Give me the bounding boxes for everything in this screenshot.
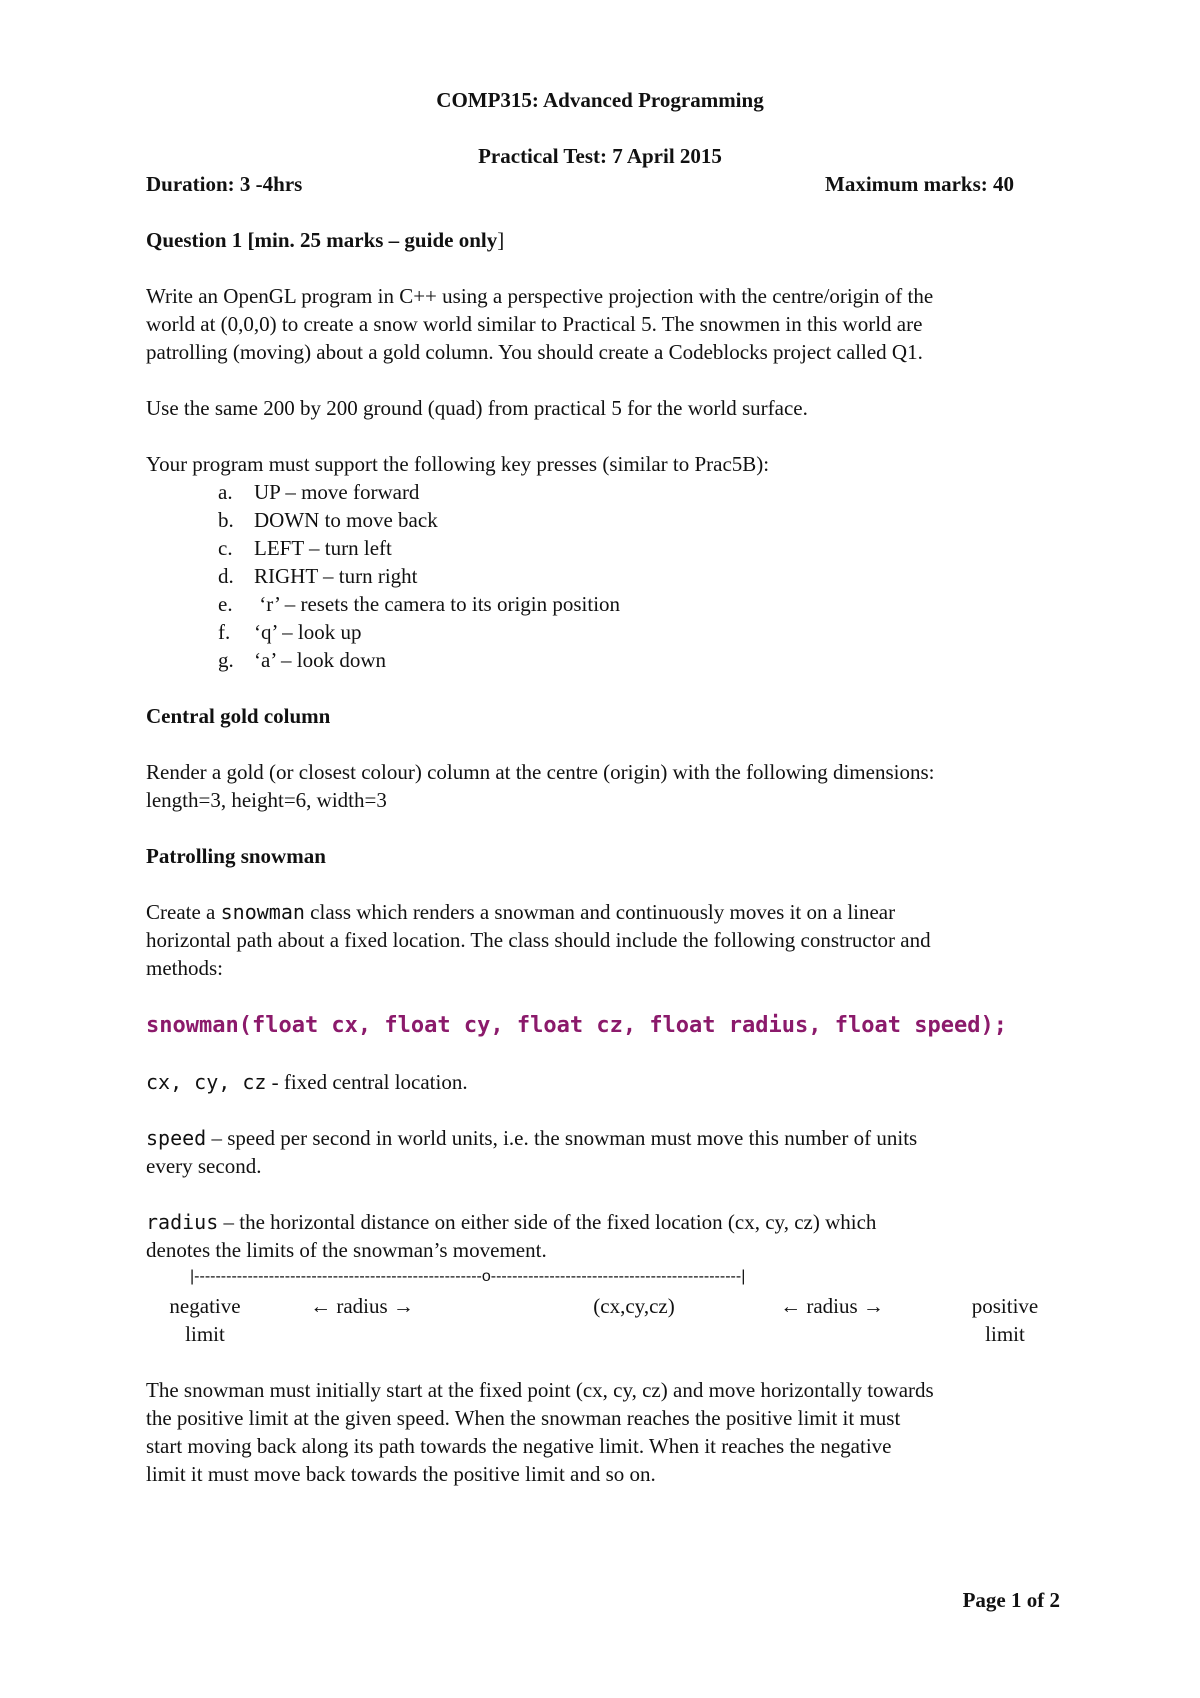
speed-line [146,1124,1066,1152]
list-text: DOWN to move back [254,508,438,532]
motion-paragraph [146,1376,1066,1488]
negative-limit-line2: limit [185,1322,225,1346]
list-label: e. [218,592,233,616]
snowman-line: methods: [146,956,223,980]
list-text: LEFT – turn left [254,536,392,560]
list-label: d. [218,564,234,588]
motion-line: limit it must move back towards the positive limit and so on. [146,1462,656,1486]
class-name: snowman [220,900,305,924]
list-item [218,590,620,618]
ground-paragraph: Use the same 200 by 200 ground (quad) from practical 5 for the world surface. [146,396,808,420]
radius-text: – the horizontal distance on either side of the fixed location (cx, cy, cz) which [218,1210,877,1234]
list-text: ‘r’ – resets the camera to its origin position [254,592,621,616]
snowman-line [146,898,1066,926]
question-1-heading-bold: Question 1 [min. 25 marks – guide only [146,228,498,252]
column-line: Render a gold (or closest colour) column at the centre (origin) with the following dimensions: [146,760,935,784]
radius-line: denotes the limits of the snowman’s movement. [146,1238,547,1262]
intro-line: world at (0,0,0) to create a snow world similar to Practical 5. The snowmen in this world are [146,312,923,336]
key-list [218,478,620,674]
speed-text: – speed per second in world units, i.e. the snowman must move this number of units [206,1126,918,1150]
intro-line: patrolling (moving) about a gold column. You should create a Codeblocks project called Q1. [146,340,923,364]
column-paragraph [146,758,1066,814]
negative-limit-line1: negative [169,1294,241,1318]
test-title: Practical Test: 7 April 2015 [478,144,722,168]
speed-term: speed [146,1126,207,1150]
list-label: g. [218,648,234,672]
keys-intro: Your program must support the following key presses (similar to Prac5B): [146,452,770,476]
constructor-signature: snowman(float cx, float cy, float cz, float radius, float speed); [146,1013,1007,1038]
list-text: RIGHT – turn right [254,564,418,588]
course-title: COMP315: Advanced Programming [436,88,764,112]
list-item [218,506,620,534]
create-pre: Create a [146,900,221,924]
motion-line: start moving back along its path towards the negative limit. When it reaches the negative [146,1434,892,1458]
intro-paragraph [146,282,1066,366]
column-heading: Central gold column [146,704,331,728]
center-point-label: (cx,cy,cz) [593,1294,675,1318]
question-1-heading [146,226,504,254]
radius-line [146,1208,1066,1236]
list-item [218,618,620,646]
column-line: length=3, height=6, width=3 [146,788,387,812]
negative-limit-label [150,1292,260,1348]
max-marks: Maximum marks: 40 [825,172,1014,196]
create-post: class which renders a snowman and continuously moves it on a linear [304,900,896,924]
list-item [218,562,620,590]
radius-desc [146,1208,1066,1264]
duration: Duration: 3 -4hrs [146,172,303,196]
cxcycz-desc [146,1068,468,1096]
page-number: Page 1 of 2 [962,1588,1060,1612]
list-text: ‘a’ – look down [254,648,386,672]
radius-term: radius [146,1210,219,1234]
list-label: b. [218,508,234,532]
intro-line: Write an OpenGL program in C++ using a perspective projection with the centre/origin of the [146,284,934,308]
speed-desc [146,1124,1066,1180]
left-radius-label: ← radius → [310,1294,414,1318]
cxcycz-text: - fixed central location. [266,1070,468,1094]
list-item [218,478,620,506]
snowman-heading: Patrolling snowman [146,844,326,868]
cxcycz-term: cx, cy, cz [146,1070,267,1094]
list-label: a. [218,480,233,504]
positive-limit-line2: limit [985,1322,1025,1346]
list-label: c. [218,536,233,560]
list-item [218,646,620,674]
positive-limit-label [950,1292,1060,1348]
motion-line: The snowman must initially start at the fixed point (cx, cy, cz) and move horizontally towards [146,1378,934,1402]
list-text: ‘q’ – look up [254,620,362,644]
radius-diagram-line: |------------------------------------------------------o-----------------------------------------------| [190,1268,746,1285]
snowman-paragraph [146,898,1066,982]
snowman-line: horizontal path about a fixed location. The class should include the following constructor and [146,928,931,952]
motion-line: the positive limit at the given speed. When the snowman reaches the positive limit it must [146,1406,901,1430]
positive-limit-line1: positive [971,1294,1039,1318]
list-item [218,534,620,562]
speed-line: every second. [146,1154,262,1178]
list-label: f. [218,620,231,644]
question-1-heading-end: ] [497,228,505,252]
right-radius-label: ← radius → [780,1294,884,1318]
list-text: UP – move forward [254,480,420,504]
